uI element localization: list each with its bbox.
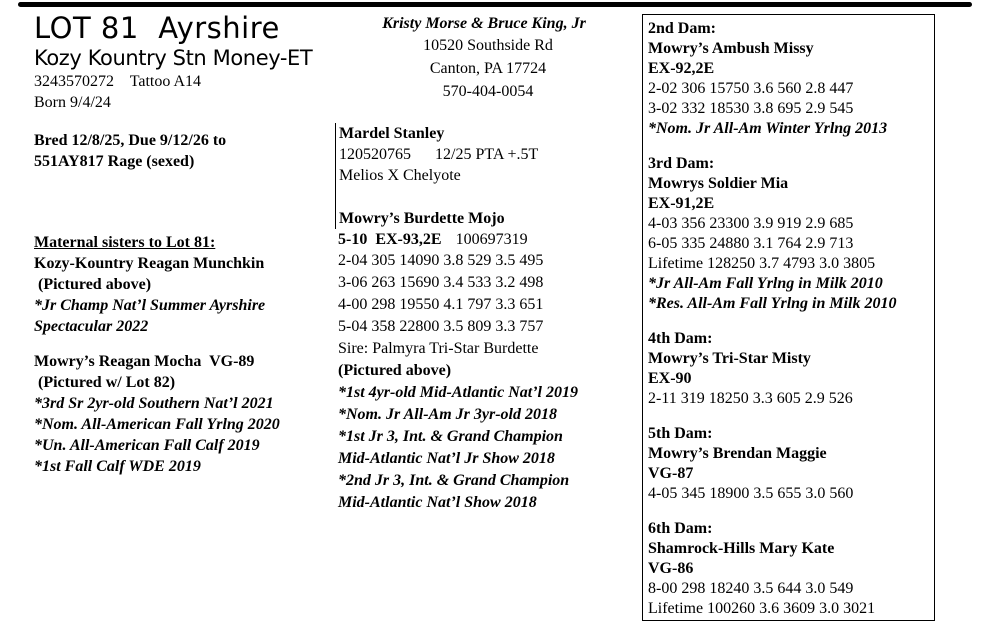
- dam-class-line: [338, 229, 638, 250]
- dam-award: *Nom. Jr All-Am Winter Yrlng 2013: [648, 120, 888, 137]
- fifth-dam: [648, 424, 934, 504]
- dam-classification: EX-91,2E: [648, 195, 715, 212]
- sister-2-award: *3rd Sr 2yr-old Southern Nat’l 2021: [34, 395, 274, 412]
- consignor-name: Kristy Morse & Bruce King, Jr: [382, 15, 586, 32]
- dam-record: 2-02 306 15750 3.6 560 2.8 447: [648, 80, 854, 97]
- sister-1-award: *Jr Champ Nat’l Summer Ayrshire: [34, 297, 266, 314]
- dam-name: Mowrys Soldier Mia: [648, 175, 789, 192]
- sister-1-name: Kozy-Kountry Reagan Munchkin: [34, 255, 265, 272]
- dam-heading: 5th Dam:: [648, 425, 713, 442]
- dam-classification: 5-10 EX-93,2E: [338, 231, 442, 248]
- sire-name: Mardel Stanley: [339, 125, 445, 142]
- dam-record: 4-00 298 19550 4.1 797 3.3 651: [338, 296, 544, 313]
- dam-record: 8-00 298 18240 3.5 644 3.0 549: [648, 580, 854, 597]
- top-rule: [18, 2, 972, 7]
- sixth-dam: [648, 519, 934, 619]
- second-dam: [648, 19, 934, 139]
- dam-record: 5-04 358 22800 3.5 809 3.3 757: [338, 318, 544, 335]
- bred-line-1: Bred 12/8/25, Due 9/12/26 to: [34, 132, 227, 149]
- sister-2-award: *Nom. All-American Fall Yrlng 2020: [34, 416, 280, 433]
- consignor-phone: 570-404-0054: [442, 83, 534, 100]
- dam-award: Mid-Atlantic Nat’l Jr Show 2018: [338, 450, 555, 467]
- dam-heading: 6th Dam:: [648, 520, 713, 537]
- pedigree-block: [335, 123, 638, 229]
- sister-2-award: *Un. All-American Fall Calf 2019: [34, 437, 260, 454]
- dam-classification: VG-87: [648, 465, 694, 482]
- dam-award: *1st 4yr-old Mid-Atlantic Nat’l 2019: [338, 384, 578, 401]
- dam-record: 3-02 332 18530 3.8 695 2.9 545: [648, 100, 854, 117]
- dam-name: Mowry’s Burdette Mojo: [339, 210, 505, 227]
- dam-name: Mowry’s Brendan Maggie: [648, 445, 827, 462]
- registration-line: 3243570272 Tattoo A14: [34, 73, 202, 90]
- sire-registration: 120520765 12/25 PTA +.5T: [339, 146, 539, 163]
- bred-line-2: 551AY817 Rage (sexed): [34, 153, 195, 170]
- dam-record: 4-05 345 18900 3.5 655 3.0 560: [648, 485, 854, 502]
- sister-2-note: (Pictured w/ Lot 82): [34, 374, 176, 391]
- dam-lineage-box: [642, 14, 935, 621]
- dam-sire-line: Sire: Palmyra Tri-Star Burdette: [338, 340, 539, 357]
- dam-record: Lifetime 128250 3.7 4793 3.0 3805: [648, 255, 876, 272]
- dam-classification: VG-86: [648, 560, 694, 577]
- fourth-dam: [648, 329, 934, 409]
- dam-registration: 100697319: [455, 231, 528, 248]
- dam-award: *Res. All-Am Fall Yrlng in Milk 2010: [648, 295, 897, 312]
- dam-name: Mowry’s Tri-Star Misty: [648, 350, 811, 367]
- dam-record: 6-05 335 24880 3.1 764 2.9 713: [648, 235, 854, 252]
- birth-date: Born 9/4/24: [34, 94, 111, 111]
- third-dam: [648, 154, 934, 314]
- consignor-city: Canton, PA 17724: [429, 60, 547, 77]
- consignor-sire-column: [338, 13, 638, 514]
- dam-classification: EX-92,2E: [648, 60, 715, 77]
- dam-record: 3-06 263 15690 3.4 533 3.2 498: [338, 274, 544, 291]
- maternal-sisters-heading: Maternal sisters to Lot 81:: [34, 234, 216, 251]
- sister-1-note: (Pictured above): [34, 276, 152, 293]
- dam-classification: EX-90: [648, 370, 692, 387]
- lot-title: LOT 81 Ayrshire: [34, 11, 280, 45]
- dam-name: Shamrock-Hills Mary Kate: [648, 540, 835, 557]
- sister-2-award: *1st Fall Calf WDE 2019: [34, 458, 201, 475]
- dam-award: *1st Jr 3, Int. & Grand Champion: [338, 428, 563, 445]
- consignor-address: 10520 Southside Rd: [423, 37, 553, 54]
- dam-record: Lifetime 100260 3.6 3609 3.0 3021: [648, 600, 876, 617]
- dam-heading: 2nd Dam:: [648, 20, 717, 37]
- dam-heading: 3rd Dam:: [648, 155, 715, 172]
- dam-pictured-note: (Pictured above): [338, 362, 452, 379]
- dam-record: 2-04 305 14090 3.8 529 3.5 495: [338, 252, 544, 269]
- dam-record: 2-11 319 18250 3.3 605 2.9 526: [648, 390, 853, 407]
- dam-award: *Jr All-Am Fall Yrlng in Milk 2010: [648, 275, 883, 292]
- sister-1-award: Spectacular 2022: [34, 318, 149, 335]
- dam-heading: 4th Dam:: [648, 330, 713, 347]
- dam-award: *2nd Jr 3, Int. & Grand Champion: [338, 472, 570, 489]
- dam-record: 4-03 356 23300 3.9 919 2.9 685: [648, 215, 854, 232]
- dam-name: Mowry’s Ambush Missy: [648, 40, 814, 57]
- dam-award: Mid-Atlantic Nat’l Show 2018: [338, 494, 537, 511]
- sister-2-name: Mowry’s Reagan Mocha VG-89: [34, 353, 255, 370]
- sire-pedigree: Melios X Chelyote: [339, 167, 461, 184]
- lot-column: [34, 11, 329, 477]
- animal-name: Kozy Kountry Stn Money-ET: [34, 46, 313, 70]
- dam-award: *Nom. Jr All-Am Jr 3yr-old 2018: [338, 406, 557, 423]
